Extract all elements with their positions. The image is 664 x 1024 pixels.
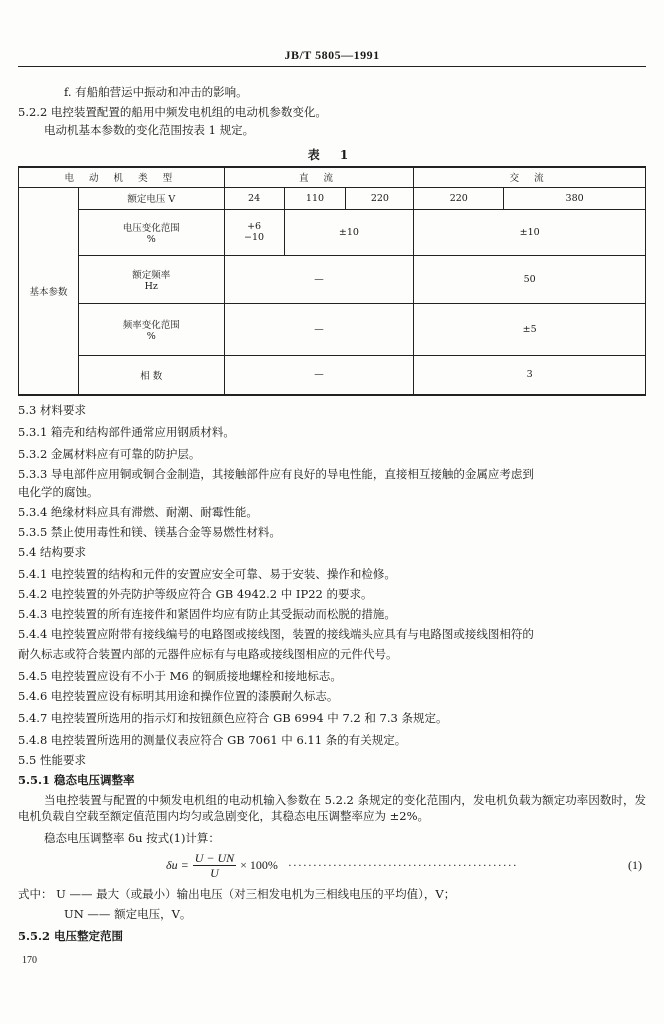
document-header: JB/T 5805—1991: [284, 48, 380, 62]
ac-voltage-380: 380: [504, 187, 646, 209]
dc-frequency: —: [224, 255, 414, 303]
equation-number: (1): [628, 858, 642, 872]
section-5-4-7: 5.4.7 电控装置所选用的指示灯和按钮颜色应符合 GB 6994 中 7.2 和 7.3 条规定。: [18, 711, 448, 725]
table-title: 表 1: [307, 148, 357, 162]
section-5-5-2: 5.5.2 电压整定范围: [18, 929, 124, 943]
section-5-4-6: 5.4.6 电控装置应设有标明其用途和操作位置的漆膜耐久标志。: [18, 689, 339, 703]
section-5-3: 5.3 材料要求: [18, 403, 86, 417]
formula-denominator: U: [210, 866, 219, 880]
dc-voltage-110: 110: [284, 187, 346, 209]
voltage-range-label-line1: 电压变化范围: [122, 222, 180, 234]
ac-frequency: 50: [414, 255, 646, 303]
rated-frequency-label: [78, 255, 224, 303]
section-5-5-1: 5.5.1 稳态电压调整率: [18, 773, 135, 787]
ac-voltage-220: 220: [414, 187, 504, 209]
frequency-range-label-line2: %: [146, 330, 156, 342]
section-5-3-3-cont: 电化学的腐蚀。: [18, 485, 99, 499]
head-ac: 交 流: [414, 167, 646, 187]
formula-leader-dots: ··············································: [287, 858, 518, 872]
section-5-4-4: 5.4.4 电控装置应附带有接线编号的电路图或接线图，装置的接线端头应具有与电路图或接线图相符的: [18, 627, 534, 641]
ac-frequency-range: ±5: [414, 303, 646, 355]
frequency-range-label-line1: 频率变化范围: [122, 319, 180, 331]
section-5-3-2: 5.3.2 金属材料应有可靠的防护层。: [18, 447, 201, 461]
page-number: 170: [22, 955, 37, 966]
formula-rhs: × 100%: [240, 858, 278, 872]
formula-1: [166, 851, 518, 880]
dc-range: ±10: [284, 209, 414, 255]
ac-phase: 3: [414, 355, 646, 395]
section-5-4-1: 5.4.1 电控装置的结构和元件的安置应安全可靠、易于安装、操作和检修。: [18, 567, 396, 581]
section-5-4: 5.4 结构要求: [18, 545, 86, 559]
dc-frequency-range: —: [224, 303, 414, 355]
section-5-4-5: 5.4.5 电控装置应设有不小于 M6 的铜质接地螺栓和接地标志。: [18, 669, 342, 683]
rated-voltage-label: 额定电压 V: [78, 187, 224, 209]
dc-voltage-24: 24: [224, 187, 284, 209]
formula-intro: 稳态电压调整率 δu 按式(1)计算：: [44, 831, 220, 845]
dc-voltage-220: 220: [346, 187, 414, 209]
section-5-3-5: 5.3.5 禁止使用毒性和镁、镁基合金等易燃性材料。: [18, 525, 281, 539]
where-line-2: UN —— 额定电压，V。: [64, 907, 192, 921]
group-basic-params: 基本参数: [19, 187, 79, 395]
dc-phase: —: [224, 355, 414, 395]
phase-label: 相 数: [78, 355, 224, 395]
formula-fraction: [193, 851, 236, 880]
header-rule: [18, 66, 646, 67]
section-5-3-3: 5.3.3 导电部件应用铜或铜合金制造，其接触部件应有良好的导电性能，直接相互接触的金属应考虑到: [18, 467, 534, 481]
section-5-4-4-cont: 耐久标志或符合装置内部的元器件应标有与电路或接线图相应的元件代号。: [18, 647, 398, 661]
line-f: f. 有船舶营运中振动和冲击的影响。: [64, 85, 248, 99]
parameter-table: [18, 166, 646, 396]
frequency-range-label: [78, 303, 224, 355]
section-5-4-3: 5.4.3 电控装置的所有连接件和紧固件均应有防止其受振动而松脱的措施。: [18, 607, 396, 621]
ac-range: ±10: [414, 209, 646, 255]
section-5-5: 5.5 性能要求: [18, 753, 86, 767]
table-intro: 电动机基本参数的变化范围按表 1 规定。: [44, 123, 255, 137]
section-5-5-1-paragraph: 当电控装置与配置的中频发电机组的电动机输入参数在 5.2.2 条规定的变化范围内，发电机负载为额定功率因数时，发电机负载自空载至额定值范围内均匀或急剧变化，其稳态电压调整率应为 ±2%。: [18, 793, 646, 823]
voltage-range-label-line2: %: [146, 233, 156, 245]
voltage-range-label: [78, 209, 224, 255]
head-dc: 直 流: [224, 167, 414, 187]
formula-numerator: U − UN: [194, 851, 235, 865]
rated-frequency-label-line2: Hz: [144, 280, 158, 292]
formula-lhs: δu =: [166, 858, 189, 872]
dc24-range-plus: +6: [247, 221, 262, 232]
section-5-2-2: 5.2.2 电控装置配置的船用中频发电机组的电动机参数变化。: [18, 105, 327, 119]
section-5-3-4: 5.3.4 绝缘材料应具有滞燃、耐潮、耐霉性能。: [18, 505, 258, 519]
rated-frequency-label-line1: 额定频率: [132, 269, 171, 281]
section-5-4-8: 5.4.8 电控装置所选用的测量仪表应符合 GB 7061 中 6.11 条的有关规定。: [18, 733, 407, 747]
where-line-1: 式中： U —— 最大（或最小）输出电压（对三相发电机为三相线电压的平均值），V；: [18, 887, 456, 901]
dc24-range-minus: −10: [244, 232, 265, 243]
section-5-3-1: 5.3.1 箱壳和结构部件通常应用钢质材料。: [18, 425, 235, 439]
dc24-range: [224, 209, 284, 255]
section-5-4-2: 5.4.2 电控装置的外壳防护等级应符合 GB 4942.2 中 IP22 的要求。: [18, 587, 373, 601]
head-motor-type: 电 动 机 类 型: [19, 167, 225, 187]
